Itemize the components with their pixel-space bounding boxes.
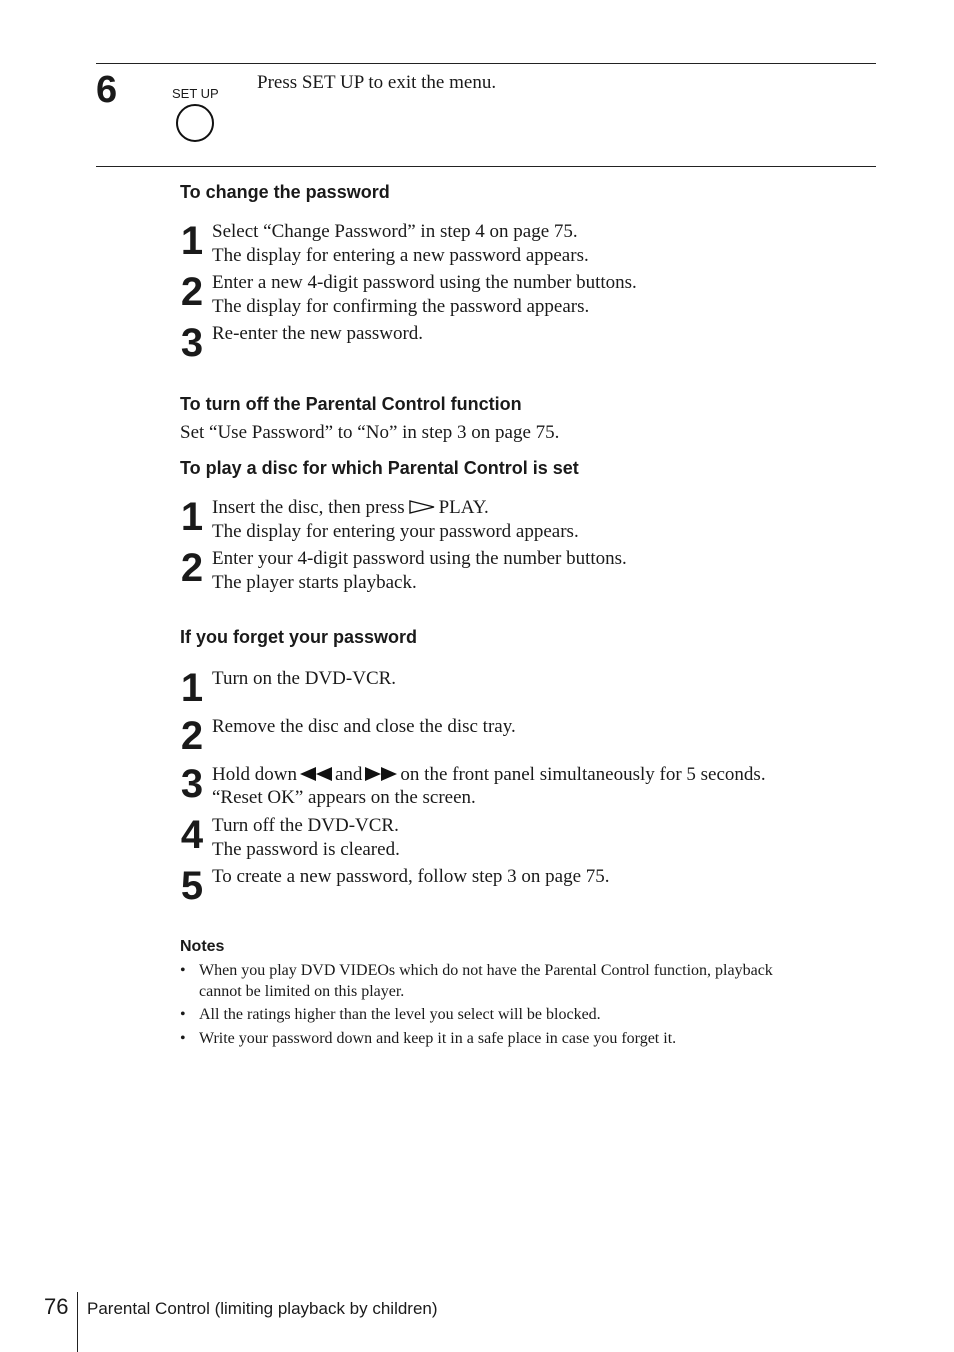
forget-step-2-number: 2 [180, 714, 204, 758]
forget-step-3-part-b: and [334, 764, 363, 785]
play-outline-icon [409, 500, 435, 514]
forget-step-4-line-1: Turn off the DVD-VCR. [212, 815, 399, 836]
play-step-2-line-1: Enter your 4-digit password using the number buttons. [212, 548, 627, 569]
setup-button-icon [176, 104, 214, 142]
play-step-2-line-2: The player starts playback. [212, 572, 417, 593]
forget-step-2-line-1: Remove the disc and close the disc tray. [212, 716, 516, 737]
change-step-2-line-2: The display for confirming the password appears. [212, 296, 590, 317]
footer-section-title: Parental Control (limiting playback by children) [87, 1299, 438, 1318]
change-step-3-line-1: Re-enter the new password. [212, 323, 424, 344]
step-6-number: 6 [96, 69, 118, 111]
change-step-2-line-1: Enter a new 4-digit password using the number buttons. [212, 272, 637, 293]
turn-off-heading: To turn off the Parental Control function [180, 394, 522, 414]
forget-step-3-part-a: Hold down [212, 764, 297, 785]
rewind-icon [300, 767, 332, 781]
fast-forward-icon [365, 767, 397, 781]
forget-step-4-number: 4 [180, 813, 204, 857]
play-step-1-number: 1 [180, 495, 204, 539]
note-2-line-1: All the ratings higher than the level you select will be blocked. [199, 1006, 601, 1023]
page-number: 76 [44, 1294, 69, 1319]
note-1-bullet: • [180, 962, 186, 979]
change-step-3-number: 3 [180, 321, 204, 365]
change-step-1-number: 1 [180, 219, 204, 263]
forget-step-1-number: 1 [180, 666, 204, 710]
forget-step-3-line-2: “Reset OK” appears on the screen. [212, 787, 476, 808]
play-step-2-number: 2 [180, 546, 204, 590]
setup-button-label: SET UP [172, 86, 219, 101]
change-step-1-line-2: The display for entering a new password appears. [212, 245, 589, 266]
step-6-bottom-rule [96, 166, 876, 167]
note-2-bullet: • [180, 1006, 186, 1023]
play-step-1-text-after: PLAY. [438, 497, 489, 518]
note-1-line-2: cannot be limited on this player. [199, 983, 405, 1000]
forget-step-1-line-1: Turn on the DVD-VCR. [212, 668, 397, 689]
forget-step-5-number: 5 [180, 864, 204, 908]
forget-step-5-line-1: To create a new password, follow step 3 on page 75. [212, 866, 610, 887]
play-step-1-line-2: The display for entering your password appears. [212, 521, 579, 542]
change-password-heading: To change the password [180, 182, 390, 202]
note-1-line-1: When you play DVD VIDEOs which do not have the Parental Control function, playback [199, 962, 773, 979]
play-disc-heading: To play a disc for which Parental Control is set [180, 458, 579, 478]
notes-heading: Notes [180, 938, 225, 955]
change-step-2-number: 2 [180, 270, 204, 314]
step-6-text: Press SET UP to exit the menu. [257, 72, 497, 93]
top-rule [96, 63, 876, 64]
change-step-1-line-1: Select “Change Password” in step 4 on page 75. [212, 221, 578, 242]
footer-divider [77, 1292, 78, 1352]
forget-heading: If you forget your password [180, 627, 418, 647]
note-3-line-1: Write your password down and keep it in a safe place in case you forget it. [199, 1030, 677, 1047]
forget-step-4-line-2: The password is cleared. [212, 839, 400, 860]
play-step-1-text-before: Insert the disc, then press [212, 497, 405, 518]
play-step-1-line-1 [212, 496, 489, 520]
note-3-bullet: • [180, 1030, 186, 1047]
forget-step-3-number: 3 [180, 762, 204, 806]
forget-step-3-part-c: on the front panel simultaneously for 5 seconds. [400, 764, 766, 785]
forget-step-3-line-1 [212, 763, 766, 787]
turn-off-text: Set “Use Password” to “No” in step 3 on page 75. [180, 422, 560, 443]
